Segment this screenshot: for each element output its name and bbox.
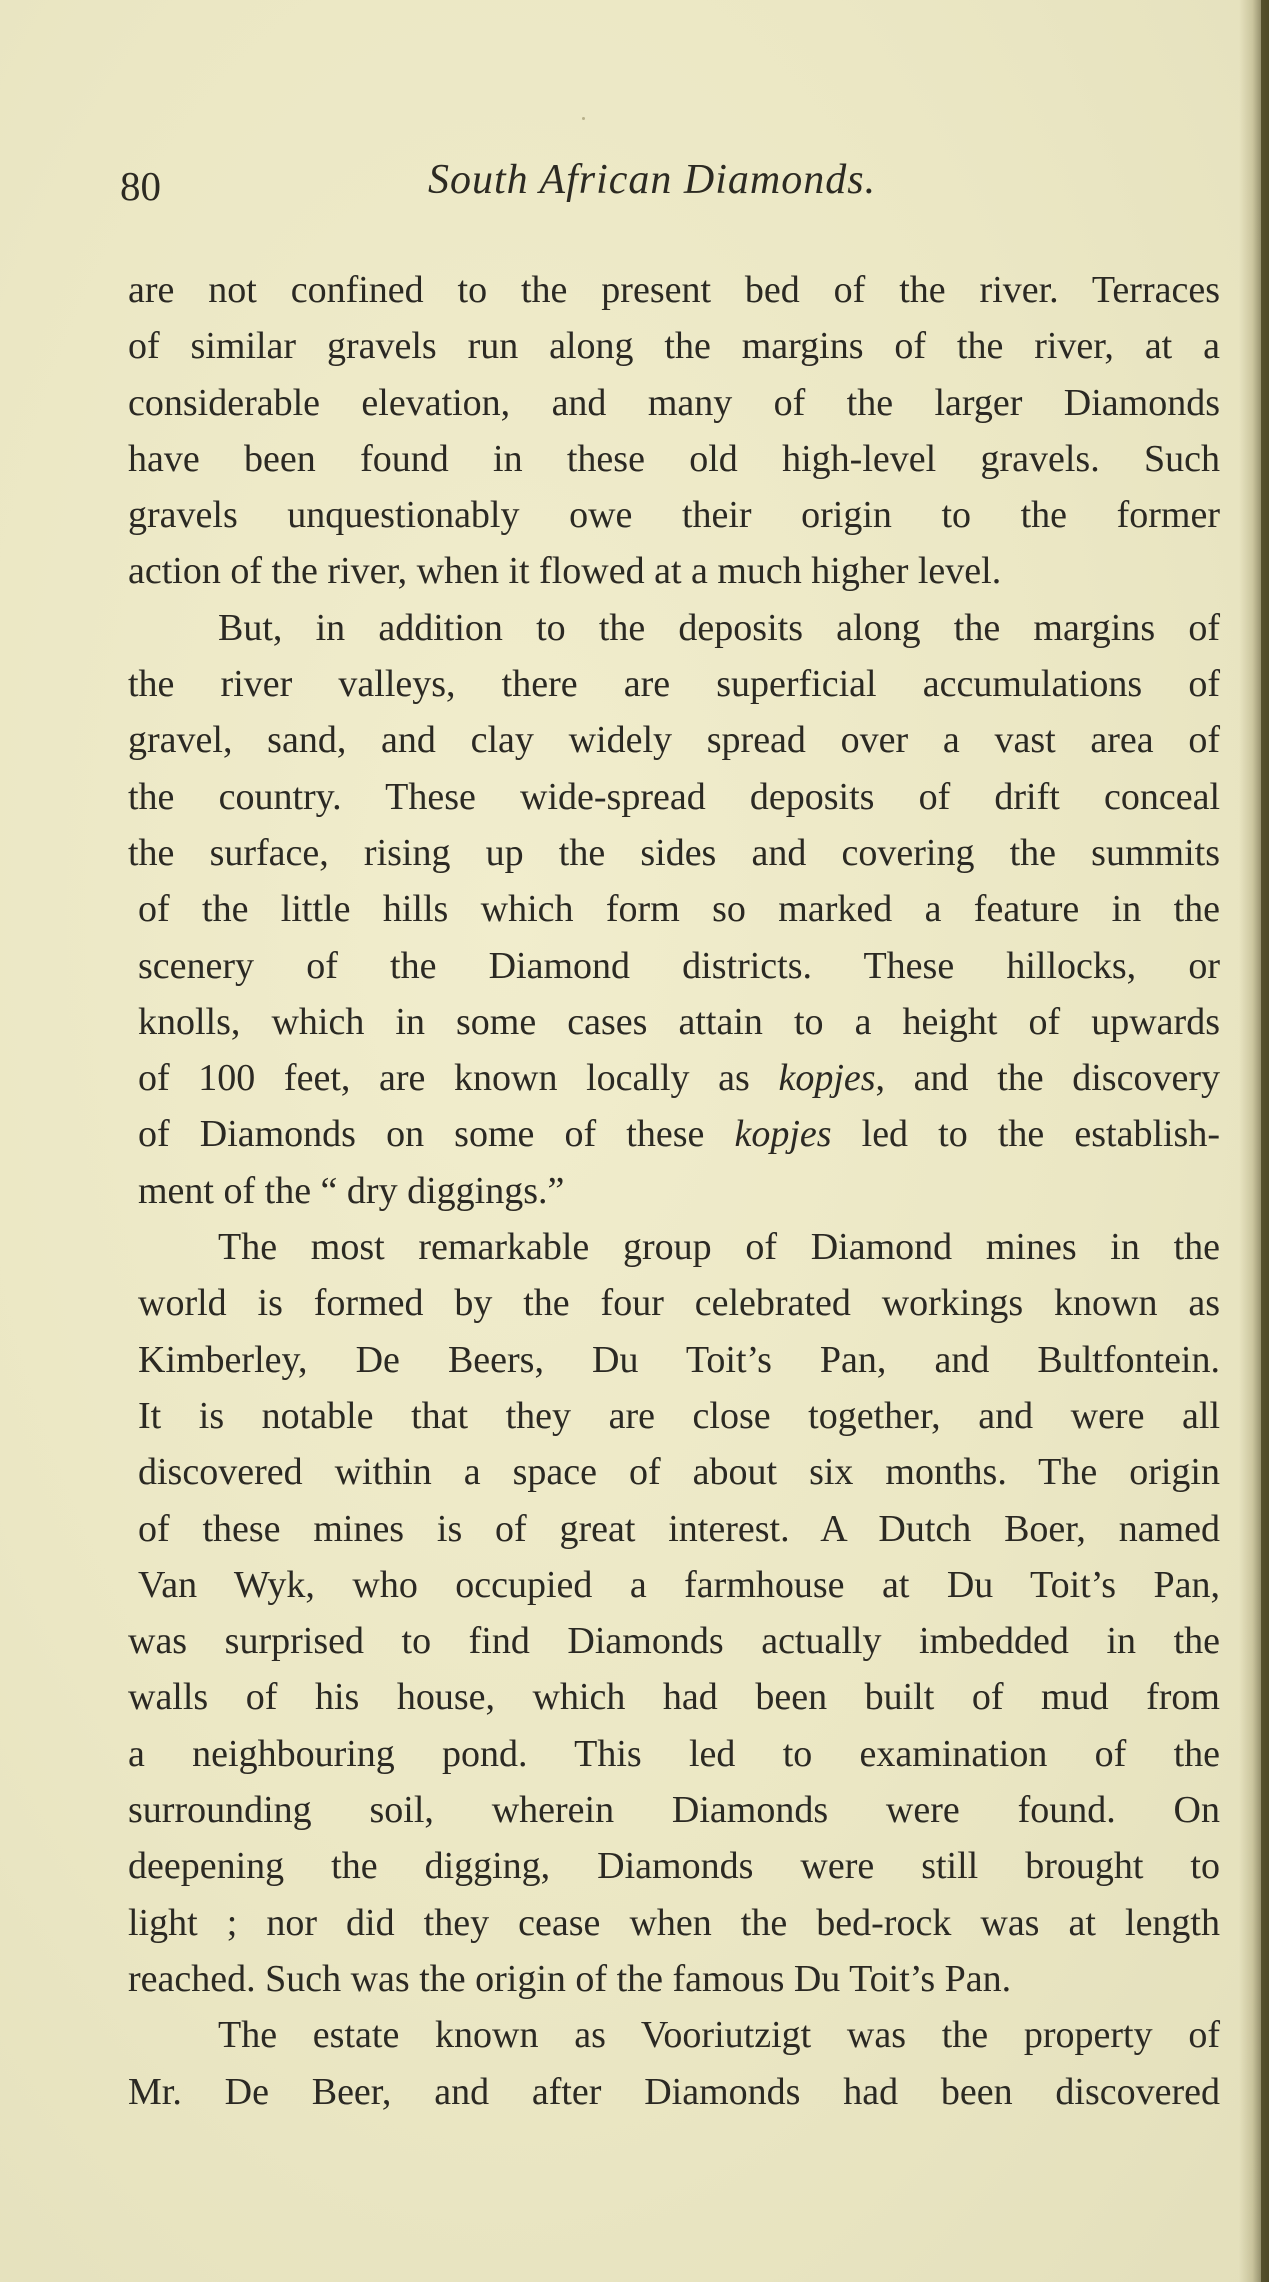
- text-line: It is notable that they are close together, and were all: [138, 1394, 1220, 1437]
- italic-term: kopjes: [734, 1113, 832, 1156]
- text-line: walls of his house, which had been built of mud from: [128, 1676, 1220, 1719]
- page-header: [120, 148, 1230, 220]
- text-line: of similar gravels run along the margins of the river, at a: [128, 325, 1220, 368]
- text-line: action of the river, when it flowed at a much higher level.: [128, 550, 1002, 593]
- text-line: was surprised to find Diamonds actually imbedded in the: [128, 1620, 1220, 1663]
- text-line: ment of the “ dry diggings.”: [138, 1169, 565, 1212]
- text-line: scenery of the Diamond districts. These hillocks, or: [138, 944, 1220, 987]
- text-line: gravel, sand, and clay widely spread over a vast area of: [128, 719, 1220, 762]
- text-line: discovered within a space of about six months. The origin: [138, 1451, 1220, 1494]
- text-line: the country. These wide-spread deposits of drift conceal: [128, 775, 1220, 818]
- text-line: reached. Such was the origin of the famous Du Toit’s Pan.: [128, 1957, 1012, 2000]
- paper-speck: [582, 117, 585, 120]
- text-line: Kimberley, De Beers, Du Toit’s Pan, and Bultfontein.: [138, 1338, 1220, 1381]
- text-line: Mr. De Beer, and after Diamonds had been discovered: [128, 2070, 1220, 2113]
- running-title: South African Diamonds.: [428, 157, 877, 203]
- text-line: knolls, which in some cases attain to a height of upwards: [138, 1000, 1220, 1043]
- book-gutter-edge: [1261, 0, 1269, 2282]
- text-line: the surface, rising up the sides and covering the summits: [128, 831, 1220, 874]
- text-line: But, in addition to the deposits along the margins of: [218, 606, 1220, 649]
- text-line: a neighbouring pond. This led to examination of the: [128, 1732, 1220, 1775]
- text-line: light ; nor did they cease when the bed-rock was at length: [128, 1901, 1220, 1944]
- text-line: of Diamonds on some of these kopjes led to the establish-: [138, 1113, 1220, 1156]
- text-line: Van Wyk, who occupied a farmhouse at Du Toit’s Pan,: [138, 1563, 1220, 1606]
- text-line: gravels unquestionably owe their origin to the former: [128, 494, 1220, 537]
- text-line: world is formed by the four celebrated workings known as: [138, 1282, 1220, 1325]
- text-line: The estate known as Vooriutzigt was the property of: [218, 2014, 1220, 2057]
- text-line: have been found in these old high-level gravels. Such: [128, 437, 1220, 480]
- text-line: of these mines is of great interest. A Dutch Boer, named: [138, 1507, 1220, 1550]
- text-line: considerable elevation, and many of the larger Diamonds: [128, 381, 1220, 424]
- text-line: are not confined to the present bed of the river. Terraces: [128, 269, 1220, 311]
- page-number: 80: [120, 163, 161, 209]
- text-line: the river valleys, there are superficial accumulations of: [128, 663, 1220, 706]
- text-line: deepening the digging, Diamonds were still brought to: [128, 1845, 1220, 1888]
- text-line: of 100 feet, are known locally as kopjes, and the discovery: [138, 1057, 1220, 1100]
- body-text: [128, 262, 1220, 2120]
- text-line: of the little hills which form so marked a feature in the: [138, 888, 1220, 931]
- text-line: surrounding soil, wherein Diamonds were found. On: [128, 1789, 1220, 1832]
- italic-term: kopjes: [778, 1057, 876, 1100]
- text-line: The most remarkable group of Diamond mines in the: [218, 1226, 1220, 1269]
